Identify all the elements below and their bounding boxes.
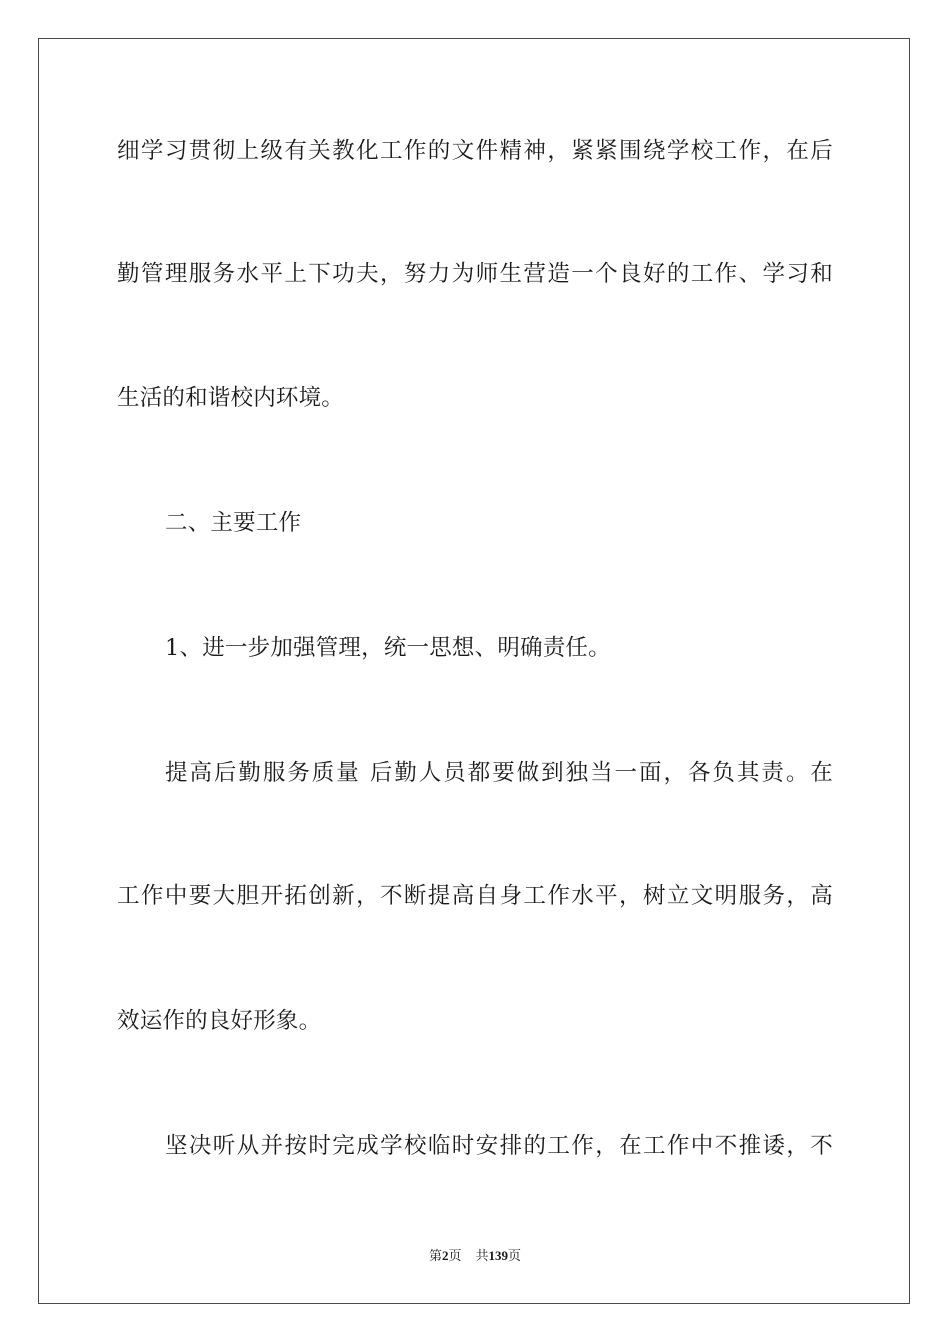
footer-total-prefix: 共 [475, 1248, 489, 1263]
page-footer [0, 1247, 950, 1265]
page-frame [38, 38, 910, 1304]
body-line-7: 工作中要大胆开拓创新，不断提高自身工作水平，树立文明服务，高 [117, 883, 833, 909]
body-line-2: 勤管理服务水平上下功夫，努力为师生营造一个良好的工作、学习和 [117, 261, 833, 287]
body-line-6: 提高后勤服务质量 后勤人员都要做到独当一面，各负其责。在 [165, 760, 833, 786]
footer-page-number: 2 [441, 1248, 449, 1263]
footer-page-prefix: 第 [428, 1248, 442, 1263]
body-line-8: 效运作的良好形象。 [117, 1008, 322, 1034]
footer-total-suffix: 页 [508, 1248, 522, 1263]
body-line-9: 坚决听从并按时完成学校临时安排的工作，在工作中不推诿，不 [165, 1133, 833, 1159]
body-line-3: 生活的和谐校内环境。 [117, 385, 345, 411]
subsection-heading: 1、进一步加强管理，统一思想、明确责任。 [165, 635, 611, 661]
section-heading: 二、主要工作 [165, 510, 302, 536]
footer-page-suffix: 页 [448, 1248, 462, 1263]
body-line-1: 细学习贯彻上级有关教化工作的文件精神，紧紧围绕学校工作，在后 [117, 138, 833, 164]
footer-total-pages: 139 [488, 1248, 509, 1263]
